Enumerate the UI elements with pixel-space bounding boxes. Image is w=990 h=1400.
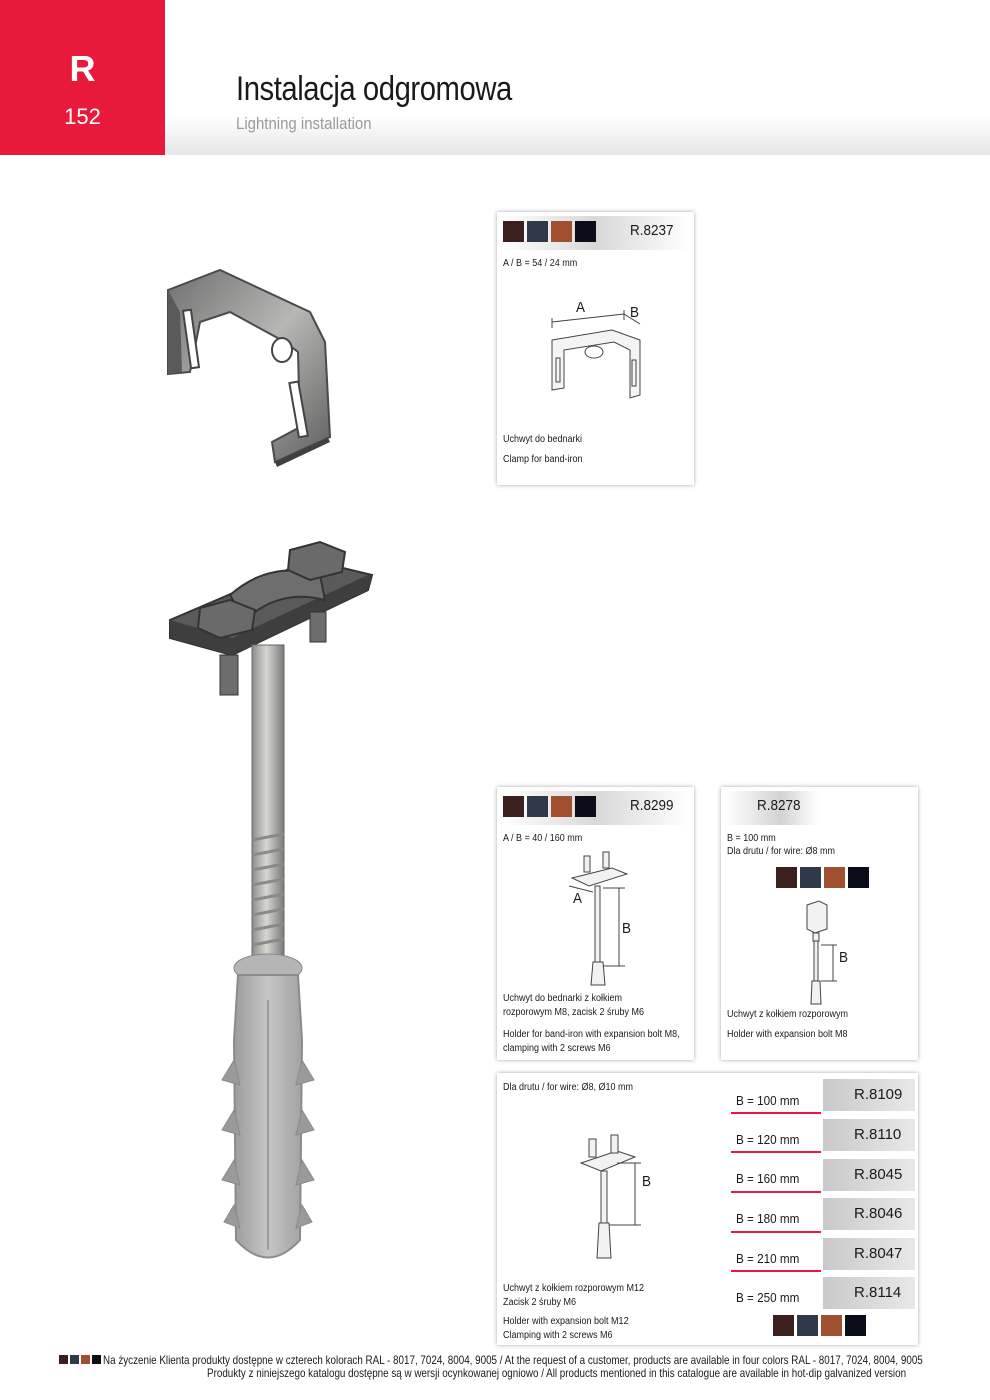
swatch-8017 [59,1355,68,1364]
bolt-holder-photo [160,540,380,1280]
clamp-photo [160,262,340,472]
variant-b-3: B = 160 mm [736,1171,800,1186]
description-en-1: Holder for band-iron with expansion bolt M8, [503,1029,680,1040]
variant-code-6: R.8114 [823,1277,915,1309]
variant-code-2: R.8110 [823,1119,915,1151]
footer-swatches [59,1355,101,1364]
label-a: A [573,890,583,907]
swatch-7024 [797,1315,818,1336]
product-card-r8237 [497,212,694,485]
description-en-2: clamping with 2 screws M6 [503,1043,611,1054]
product-dimensions: A / B = 40 / 160 mm [503,833,583,844]
variant-b-5: B = 210 mm [736,1251,800,1266]
holder-diagram [567,850,647,990]
swatch-9005 [92,1355,101,1364]
variant-code-4: R.8046 [823,1198,915,1230]
footer-colors-note: Na życzenie Klienta produkty dostępne w czterech kolorach RAL - 8017, 7024, 8004, 9005 / At the request of a customer, products are available in four colors RAL - 8017, 7024, 8004, 9005 [103,1353,923,1367]
swatch-8004 [551,796,572,817]
label-b: B [642,1173,652,1190]
description-pl: Uchwyt do bednarki [503,434,583,445]
color-swatches [503,796,596,817]
label-b: B [839,949,849,966]
variant-code-5: R.8047 [823,1238,915,1270]
swatch-9005 [575,796,596,817]
swatch-9005 [845,1315,866,1336]
label-b: B [622,920,632,937]
variant-code-3: R.8045 [823,1159,915,1191]
swatch-8004 [821,1315,842,1336]
page-number: 152 [64,104,101,129]
variant-b-4: B = 180 mm [736,1211,800,1226]
color-swatches [776,867,869,888]
variant-b-6: B = 250 mm [736,1290,800,1305]
product-card-r8299 [497,787,694,1060]
description-pl-2: rozporowym M8, zacisk 2 śruby M6 [503,1007,645,1018]
swatch-8017 [776,867,797,888]
product-code: R.8299 [630,797,674,814]
variant-divider [731,1191,821,1193]
product-dimensions: A / B = 54 / 24 mm [503,258,578,269]
variant-divider [731,1231,821,1233]
description-en: Holder with expansion bolt M8 [727,1029,848,1040]
swatch-7024 [527,796,548,817]
product-wire-size: Dla drutu / for wire: Ø8 mm [727,846,836,857]
wire-size: Dla drutu / for wire: Ø8, Ø10 mm [503,1082,634,1093]
description-pl: Uchwyt z kołkiem rozporowym [727,1009,849,1020]
product-code: R.8237 [630,222,674,239]
description-pl-1: Uchwyt z kołkiem rozporowym M12 [503,1283,645,1294]
footer-galvanized-note: Produkty z niniejszego katalogu dostępne są w wersji ocynkowanej ogniowo / All products mentioned in this catalogue are available in hot-dip galvanized version [207,1366,907,1380]
m12-holder-diagram [577,1133,667,1263]
variant-divider [731,1112,821,1114]
swatch-8004 [824,867,845,888]
product-code: R.8278 [757,797,801,814]
swatch-8017 [503,796,524,817]
variant-code-1: R.8109 [823,1079,915,1111]
variant-divider [731,1151,821,1153]
swatch-8017 [503,221,524,242]
wire-holder-diagram [801,899,861,1014]
page-title: Instalacja odgromowa [236,70,512,108]
swatch-8004 [551,221,572,242]
swatch-7024 [527,221,548,242]
variant-divider [731,1270,821,1272]
description-en-1: Holder with expansion bolt M12 [503,1316,629,1327]
color-swatches [773,1315,866,1336]
swatch-9005 [848,867,869,888]
label-a: A [576,299,586,316]
description-en: Clamp for band-iron [503,454,583,465]
color-swatches [503,221,596,242]
product-card-r8278 [721,787,918,1060]
swatch-8017 [773,1315,794,1336]
description-pl-1: Uchwyt do bednarki z kołkiem [503,993,623,1004]
variant-b-1: B = 100 mm [736,1093,800,1108]
page-subtitle: Lightning installation [236,114,372,133]
swatch-7024 [70,1355,79,1364]
section-letter: R [69,48,96,89]
swatch-9005 [575,221,596,242]
section-tab [0,0,165,155]
description-pl-2: Zacisk 2 śruby M6 [503,1297,577,1308]
swatch-7024 [800,867,821,888]
description-en-2: Clamping with 2 screws M6 [503,1330,613,1341]
swatch-8004 [81,1355,90,1364]
product-dimensions-b: B = 100 mm [727,833,776,844]
variant-b-2: B = 120 mm [736,1132,800,1147]
label-b: B [630,304,640,321]
